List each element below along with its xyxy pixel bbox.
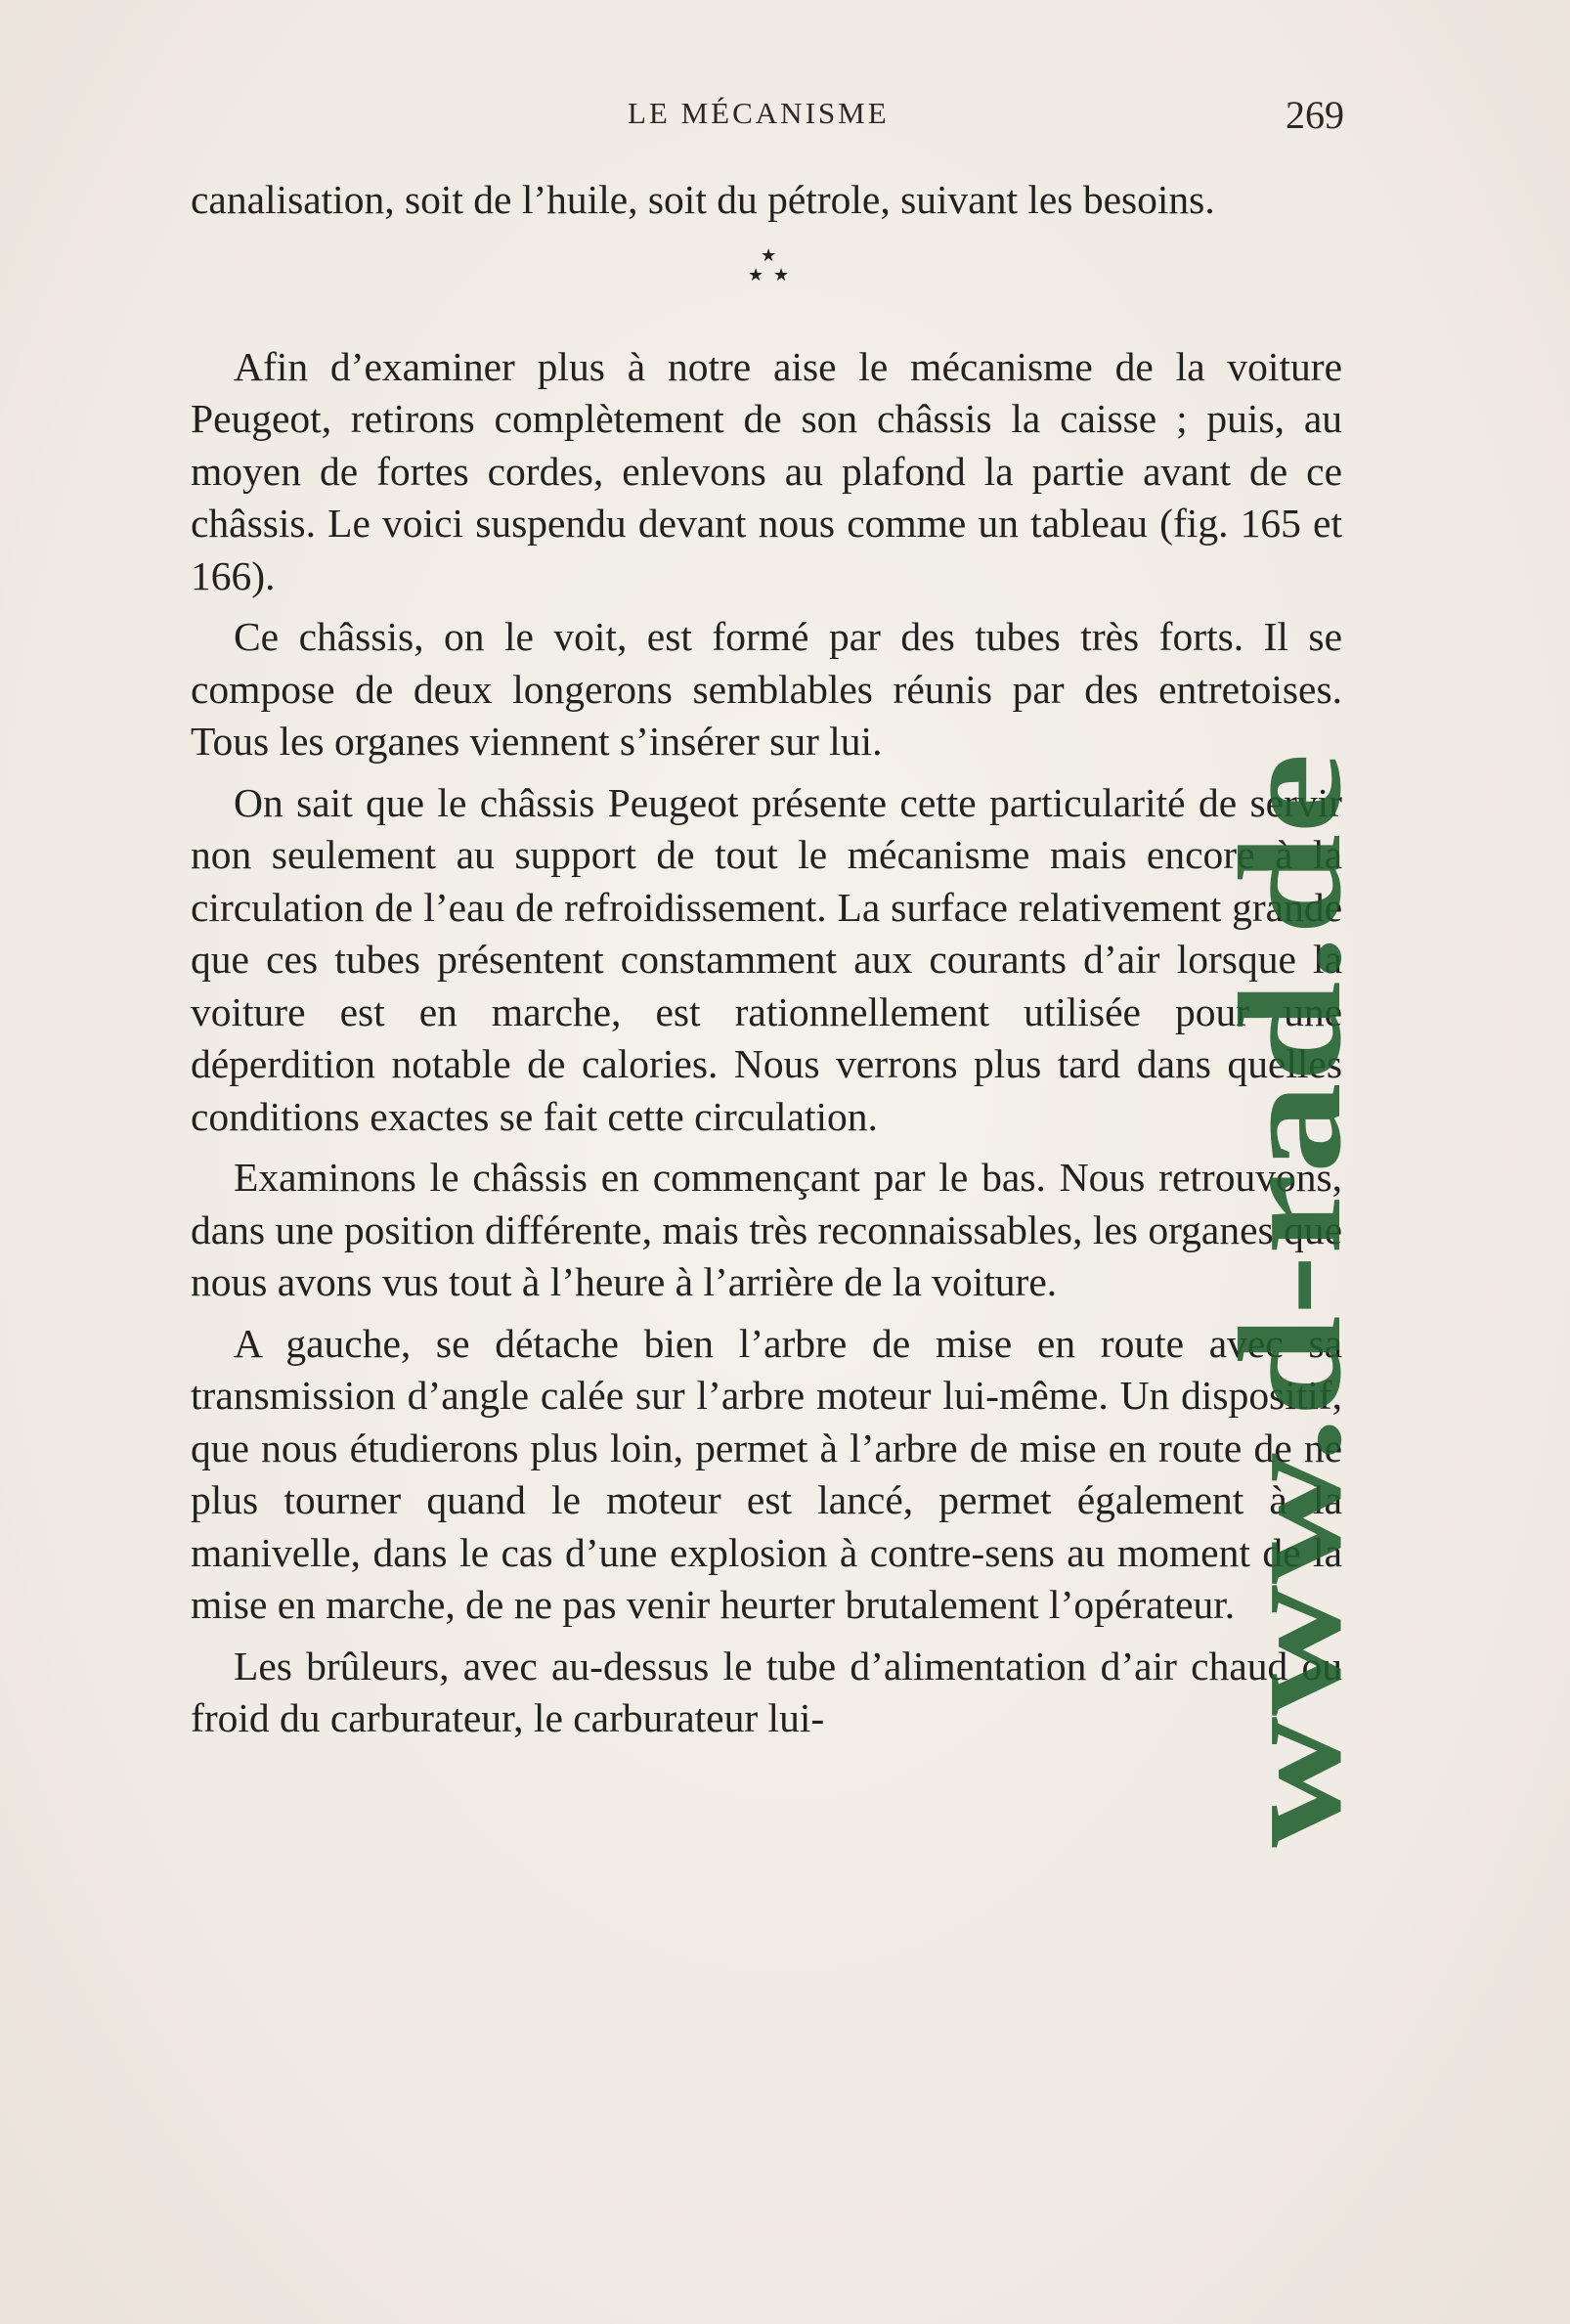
paragraph-continuation: canalisation, soit de l’huile, soit du pétrole, suivant les besoins. xyxy=(191,177,1215,222)
running-head xyxy=(191,93,1344,145)
paragraph-burners: Les brûleurs, avec au-dessus le tube d’alimentation d’air chaud ou froid du carburateur, le carburateur lui- xyxy=(191,1643,1342,1740)
paragraph-starting-shaft: A gauche, se détache bien l’arbre de mise en route avec sa transmission d’angle calée sur l’arbre moteur lui-même. Un dispositif, que nous étudierons plus loin, permet à l’arbre de mise en route de ne plus tourner quand le moteur est lancé, permet également à la manivelle, dans le cas d’une explosion à contre-sens au moment de la mise en marche, de ne pas venir heurter brutalement l’opérateur. xyxy=(191,1320,1342,1627)
page-number: 269 xyxy=(1286,93,1344,137)
asterism-divider: ★ ★ ★ xyxy=(748,244,790,285)
running-title: LE MÉCANISME xyxy=(628,96,890,130)
paragraph-chassis-intro: Afin d’examiner plus à notre aise le mécanisme de la voiture Peugeot, retirons complètement de son châssis la caisse ; puis, au moyen de fortes cordes, enlevons au plafond la partie avant de ce châssis. Le voici suspendu devant nous comme un tableau (fig. 165 et 166). xyxy=(191,343,1342,598)
paragraph-examine-bottom: Examinons le châssis en commençant par le bas. Nous retrouvons, dans une position différente, mais très reconnaissables, les organes que nous avons vus tout à l’heure à l’arrière de la voiture. xyxy=(191,1155,1342,1304)
watermark-text: www.d-rad.de xyxy=(1222,967,1372,1848)
body-text xyxy=(191,174,1342,1754)
paragraph-chassis-structure: Ce châssis, on le voit, est formé par des tubes très forts. Il se compose de deux longerons semblables réunis par des entretoises. Tous les organes viennent s’insérer sur lui. xyxy=(191,614,1342,764)
paragraph-water-circulation: On sait que le châssis Peugeot présente cette particularité de servir non seulement au support de tout le mécanisme mais encore à la circulation de l’eau de refroidissement. La surface relativement grande que ces tubes présentent constamment aux courants d’air lorsque la voiture est en marche, est rationnellement utilisée pour une déperdition notable de calories. Nous verrons plus tard dans quelles conditions exactes se fait cette circulation. xyxy=(191,779,1342,1139)
